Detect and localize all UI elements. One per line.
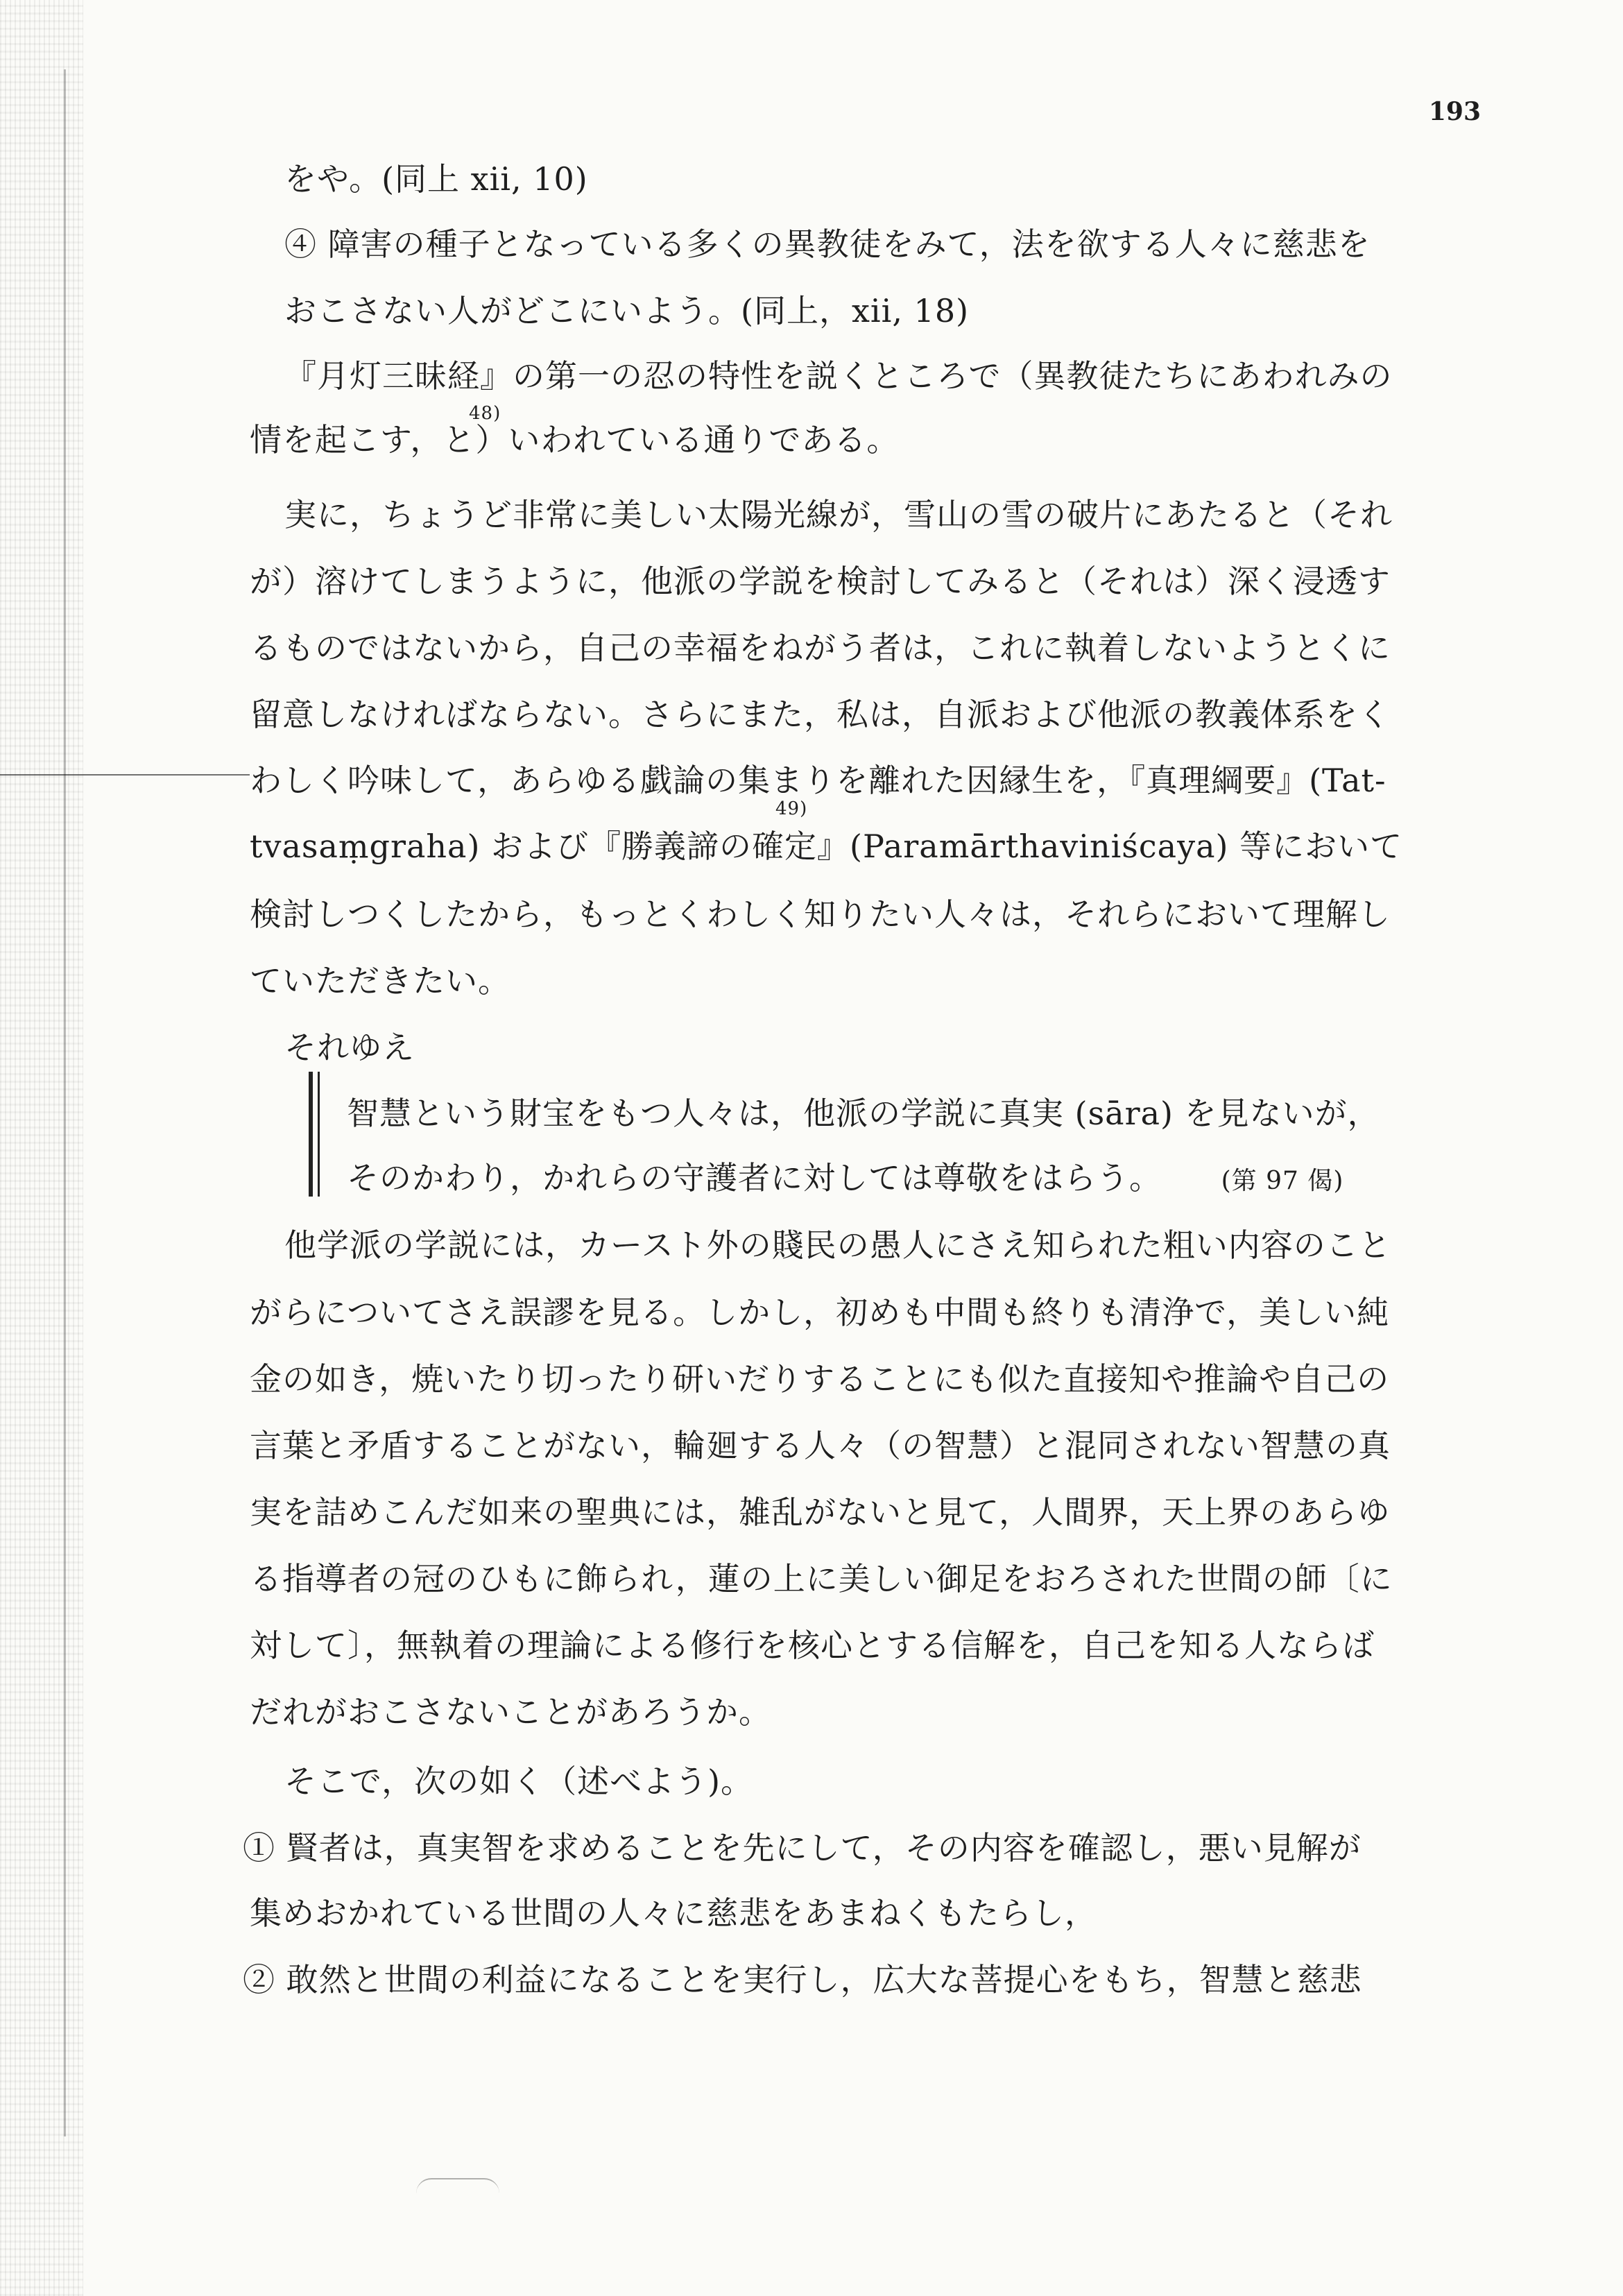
verse-line: 智慧という財宝をもつ人々は，他派の学説に真実 (sāra) を見ないが， xyxy=(347,1095,1380,1132)
text-line: 留意しなければならない。さらにまた，私は，自派および他派の教義体系をく xyxy=(250,696,1391,733)
verse-bar-inner xyxy=(318,1072,320,1197)
text-line: ④ 障害の種子となっている多くの異教徒をみて，法を欲する人々に慈悲を xyxy=(284,225,1371,263)
text-line: をや。(同上 xii, 10) xyxy=(284,160,588,198)
scan-fold-line xyxy=(64,69,66,2136)
verse-line-with-ref xyxy=(347,1157,1484,1202)
verse-reference: (第 97 偈) xyxy=(1221,1167,1344,1195)
verse-bar xyxy=(309,1072,313,1197)
text-line: 金の如き，焼いたり切ったり研いだりすることにも似た直接知や推論や自己の xyxy=(250,1360,1390,1398)
text-line: 『月灯三昧経』の第一の忍の特性を説くところで（異教徒たちにあわれみの xyxy=(284,357,1393,395)
text-line-with-footnote: tvasaṃgraha) および『勝義諦の確定』(Paramārthaviniścaya) 等において 49) xyxy=(250,798,1403,865)
text-line: る指導者の冠のひもに飾られ，蓮の上に美しい御足をおろされた世間の師〔に xyxy=(250,1560,1393,1597)
scan-edge-noise xyxy=(0,0,83,2296)
text-line: おこさない人がどこにいよう。(同上，xii, 18) xyxy=(284,292,970,329)
text-line: 実に，ちょうど非常に美しい太陽光線が，雪山の雪の破片にあたると（それ xyxy=(284,496,1393,533)
text-line: 言葉と矛盾することがない，輪廻する人々（の智慧）と混同されない智慧の真 xyxy=(250,1427,1391,1464)
text-line: だれがおこさないことがあろうか。 xyxy=(250,1693,771,1731)
text-line: そこで，次の如く（述べよう)。 xyxy=(284,1763,754,1800)
scan-cut-line xyxy=(0,774,250,776)
page-number: 193 xyxy=(1428,97,1481,126)
text-line: が）溶けてしまうように，他派の学説を検討してみると（それは）深く浸透す xyxy=(250,563,1391,600)
text-line: 実を詰めこんだ如来の聖典には，雑乱がないと見て，人間界，天上界のあらゆ xyxy=(250,1493,1391,1531)
verse-line: そのかわり，かれらの守護者に対しては尊敬をはらう。 xyxy=(347,1159,1162,1197)
text-line: がらについてさえ誤謬を見る。しかし，初めも中間も終りも清浄で，美しい純 xyxy=(250,1294,1390,1331)
text-line: ② 敢然と世間の利益になることを実行し，広大な菩提心をもち，智慧と慈悲 xyxy=(243,1961,1362,1998)
text-line: ていただきたい。 xyxy=(250,962,510,1000)
text-line: 他学派の学説には，カースト外の賤民の愚人にさえ知られた粗い内容のこと xyxy=(284,1226,1391,1264)
text-line: るものではないから，自己の幸福をねがう者は，これに執着しないようとくに xyxy=(250,629,1391,667)
text-line: それゆえ xyxy=(284,1029,415,1066)
text-line: 集めおかれている世間の人々に慈悲をあまねくもたらし， xyxy=(250,1894,1097,1932)
text-line: 検討しつくしたから，もっとくわしく知りたい人々は，それらにおいて理解し xyxy=(250,896,1391,933)
text-line: tvasaṃgraha) および『勝義諦の確定』(Paramārthaviniścaya) 等において xyxy=(250,828,1403,865)
text-line: 情を起こす，と）いわれている通りである。 xyxy=(250,421,900,459)
text-line: ① 賢者は，真実智を求めることを先にして，その内容を確認し，悪い見解が xyxy=(243,1829,1362,1867)
scan-stain xyxy=(416,2178,499,2193)
text-line-with-footnote: 情を起こす，と）いわれている通りである。 48) xyxy=(250,403,900,459)
text-line: わしく吟味して，あらゆる戯論の集まりを離れた因縁生を，『真理綱要』(Tat- xyxy=(250,762,1386,799)
text-line: 対して〕，無執着の理論による修行を核心とする信解を，自己を知る人ならば xyxy=(250,1627,1375,1664)
